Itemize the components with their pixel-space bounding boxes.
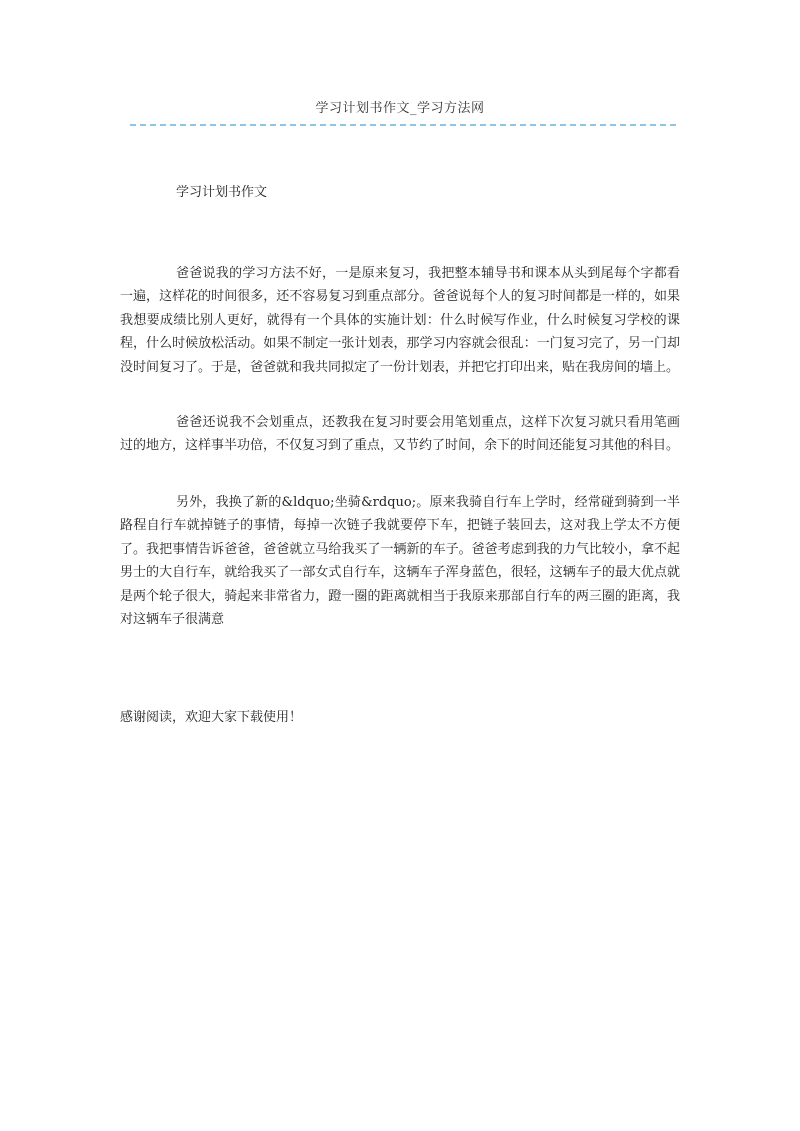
footer-thanks-text: 感谢阅读，欢迎大家下载使用！ xyxy=(120,710,303,725)
body-paragraph-2: 爸爸还说我不会划重点，还教我在复习时要会用笔划重点，这样下次复习就只看用笔画过的地方，这样事半功倍，不仅复习到了重点，又节约了时间，余下的时间还能复习其他的科目。 xyxy=(120,415,680,454)
header-dashed-rule xyxy=(130,124,676,126)
document-title: 学习计划书作文 xyxy=(176,185,268,200)
page-header-title: 学习计划书作文_学习方法网 xyxy=(315,101,485,116)
body-paragraph-1: 爸爸说我的学习方法不好，一是原来复习，我把整本辅导书和课本从头到尾每个字都看一遍，这样花的时间很多，还不容易复习到重点部分。爸爸说每个人的复习时间都是一样的，如果我想要成绩比别人更好，就得有一个具体的实施计划：什么时候写作业，什么时候复习学校的课程，什么时候放松活动。如果不制定一张计划表，那学习内容就会很乱：一门复习完了，另一门却没时间复习了。于是，爸爸就和我共同拟定了一份计划表，并把它打印出来，贴在我房间的墙上。 xyxy=(120,266,680,375)
body-paragraph-3: 另外，我换了新的&ldquo;坐骑&rdquo;。原来我骑自行车上学时，经常碰到骑到一半路程自行车就掉链子的事情，每掉一次链子我就要停下车，把链子装回去，这对我上学太不方便了。我把事情告诉爸爸，爸爸就立马给我买了一辆新的车子。爸爸考虑到我的力气比较小，拿不起男士的大自行车，就给我买了一部女式自行车，这辆车子浑身蓝色，很轻，这辆车子的最大优点就是两个轮子很大，骑起来非常省力，蹬一圈的距离就相当于我原来那部自行车的两三圈的距离，我对这辆车子很满意 xyxy=(120,495,680,628)
